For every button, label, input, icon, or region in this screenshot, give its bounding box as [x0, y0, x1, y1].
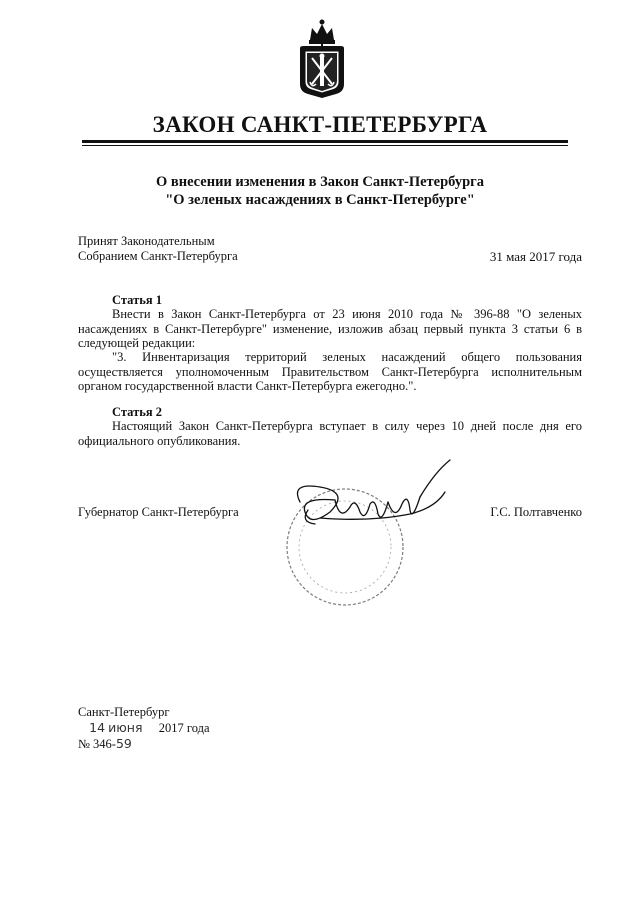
article-1-body: Внести в Закон Санкт-Петербурга от 23 июня 2010 года № 396-88 "О зеленых насаждениях в Санкт-Петербурге" изменение, изложив абзац первый пункта 3 статьи 6 в следующей редакции:: [78, 307, 582, 350]
signing-date: [78, 720, 210, 736]
law-number: [78, 736, 132, 752]
signature-stamp: [260, 452, 460, 612]
law-number-prefix: № 346-: [78, 737, 116, 751]
title-rule-thick: [82, 140, 568, 143]
spb-coat-of-arms-icon: [296, 18, 348, 100]
article-2-heading: Статья 2: [112, 405, 162, 419]
law-title: ЗАКОН САНКТ-ПЕТЕРБУРГА: [152, 112, 488, 137]
law-number-suffix: 59: [115, 736, 132, 751]
handwritten-signature: [298, 460, 451, 524]
article-1-quote: "3. Инвентаризация территорий зеленых насаждений общего пользования осуществляется уполномоченным Правительством Санкт-Петербурга исполнительным органом государственной власти Санкт-Петербурга ежегодно.".: [78, 350, 582, 393]
governor-label: Губернатор Санкт-Петербурга: [78, 505, 239, 519]
signing-month: июня: [108, 720, 143, 735]
subtitle-line-2: "О зеленых насаждениях в Санкт-Петербурге": [165, 192, 475, 208]
title-rule-thin: [82, 145, 568, 146]
signing-year: 2017 года: [158, 721, 210, 735]
article-1-heading: Статья 1: [112, 293, 162, 307]
article-2-body: Настоящий Закон Санкт-Петербурга вступает в силу через 10 дней после дня его официального опубликования.: [78, 419, 582, 448]
adoption-line-1: Принят Законодательным: [78, 234, 215, 248]
adoption-date: 31 мая 2017 года: [489, 249, 582, 264]
signing-day: 14: [89, 720, 106, 735]
adoption-line-2: Собранием Санкт-Петербурга: [78, 249, 238, 263]
subtitle-line-1: О внесении изменения в Закон Санкт-Петербурга: [155, 174, 484, 190]
signing-city: Санкт-Петербург: [78, 705, 170, 719]
governor-name: Г.С. Полтавченко: [490, 505, 582, 519]
